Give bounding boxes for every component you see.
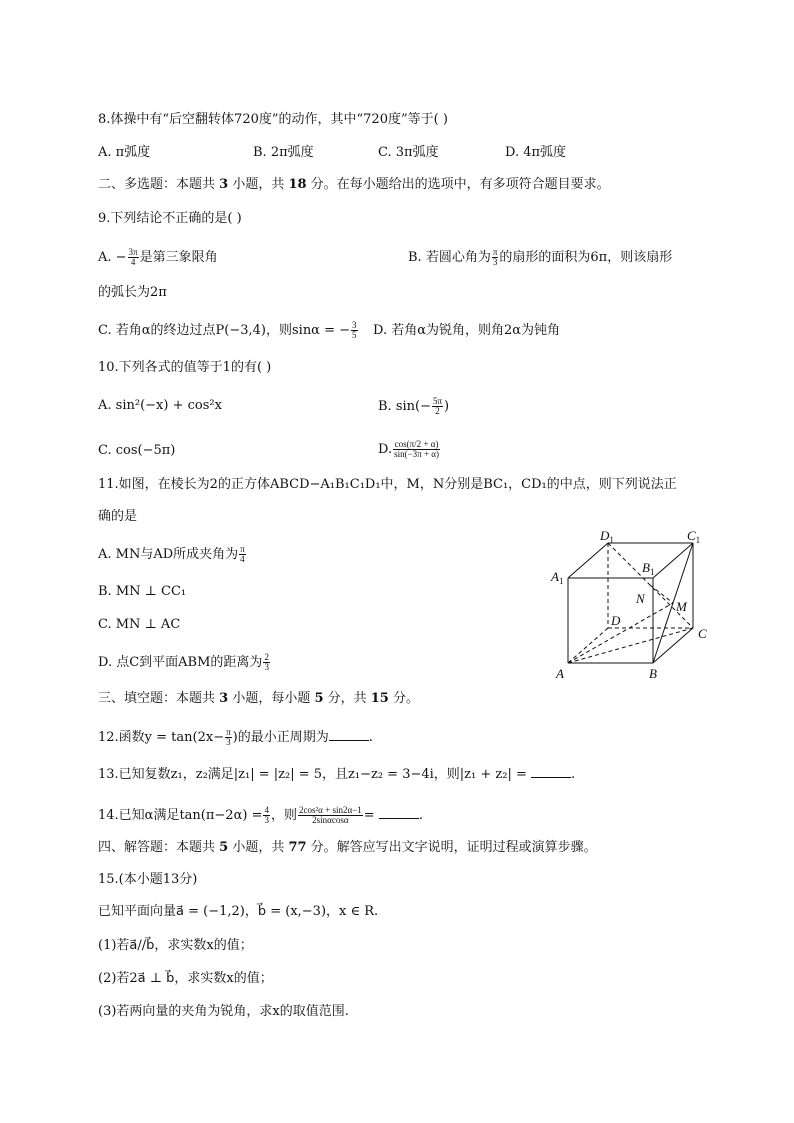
- answer-blank: [379, 806, 419, 819]
- fraction: $\frac{\pi}{3}$: [226, 727, 231, 747]
- segment-a-c: [568, 628, 693, 663]
- label-c1: $C_1$: [687, 528, 701, 545]
- edge-a1-d1: [568, 543, 608, 578]
- q10-stem: 10.下列各式的值等于1的有( ): [98, 360, 272, 375]
- q8-option-a: A. π弧度: [98, 145, 151, 160]
- q9-stem: 9.下列结论不正确的是( ): [98, 211, 242, 226]
- q8-stem: 8.体操中有“后空翻转体720度”的动作，其中“720度”等于( ): [98, 112, 448, 127]
- q15-part-3: (3)若两向量的夹角为锐角，求x的取值范围.: [98, 1004, 349, 1019]
- fraction: $\frac{\text{2cos²α + sin2α−1}}{2\sin\alpha\cos\alpha}$: [298, 805, 362, 825]
- fraction: $\frac{\pi}{4}$: [240, 544, 245, 564]
- q9-option-b-continued: 的弧长为2π: [98, 285, 167, 300]
- q8-option-c: C. 3π弧度: [378, 145, 439, 160]
- section-2-heading: 二、多选题：本题共 3 小题，共 18 分。在每小题给出的选项中，有多项符合题目要求。: [98, 177, 610, 192]
- answer-blank: [531, 765, 571, 778]
- label-d1: $D_1$: [600, 528, 614, 545]
- q15-title: 15.(本小题13分): [98, 872, 198, 887]
- label-d: D: [611, 613, 621, 628]
- q9-option-b: B. 若圆心角为 $\frac{\pi}{3}$ 的扇形的面积为6π，则该扇形: [408, 247, 673, 267]
- fraction: $\frac{5\pi}{2}$: [432, 396, 443, 416]
- q11-option-c: C. MN ⊥ AC: [98, 617, 181, 632]
- q11-stem-line2: 确的是: [98, 509, 138, 524]
- q8-option-b: B. 2π弧度: [253, 145, 314, 160]
- q9-option-d: D. 若角α为锐角，则角2α为钝角: [373, 323, 561, 338]
- label-a: A: [556, 666, 564, 681]
- edge-d-a: [568, 628, 608, 663]
- label-b: B: [649, 666, 657, 681]
- q11-option-a: A. MN与AD所成夹角为 $\frac{\pi}{4}$: [98, 544, 245, 564]
- q10-option-c: C. cos(−5π): [98, 443, 176, 458]
- q12: 12.函数y = tan(2x− $\frac{\pi}{3}$ )的最小正周期为 .: [98, 727, 373, 747]
- label-b1: $B_1$: [642, 560, 655, 577]
- fraction: $\frac{\cos(\pi/2 + \alpha)}{\sin(-3\pi + \alpha)}$: [394, 439, 440, 459]
- q14: 14.已知α满足tan(π−2α) = $\frac{4}{3}$ ，则 $\frac{\text{2cos²α + sin2α−1}}{2\sin\alpha\cos\alpha}$ = .: [98, 805, 423, 825]
- q11-option-d: D. 点C到平面ABM的距离为 $\frac{2}{3}$: [98, 652, 269, 672]
- q9-option-c: C. 若角α的终边过点P(−3,4)，则sinα = − $\frac{3}{5}$: [98, 320, 357, 340]
- fraction: $\frac{2}{3}$: [264, 652, 269, 672]
- section-3-heading: 三、填空题：本题共 3 小题，每小题 5 分，共 15 分。: [98, 691, 419, 706]
- q10-option-d: D. $\frac{\cos(\pi/2 + \alpha)}{\sin(-3\pi + \alpha)}$: [378, 439, 440, 459]
- fraction: $\frac{4}{3}$: [264, 805, 269, 825]
- q10-option-a: A. sin²(−x) + cos²x: [98, 398, 222, 413]
- cube-figure: [548, 528, 718, 688]
- label-c: C: [698, 626, 707, 641]
- q15-part-2: (2)若2a⃗ ⊥ b⃗，求实数x的值；: [98, 971, 273, 986]
- fraction: $\frac{\pi}{3}$: [492, 247, 498, 267]
- answer-blank: [329, 728, 369, 741]
- label-m: M: [676, 599, 687, 614]
- q11-option-b: B. MN ⊥ CC₁: [98, 584, 187, 599]
- fraction: $\frac{3}{5}$: [352, 320, 357, 340]
- q10-option-b: B. sin(− $\frac{5\pi}{2}$ ): [378, 396, 450, 416]
- segment-a-m: [568, 603, 673, 663]
- q15-given: 已知平面向量a⃗ = (−1,2)，b⃗ = (x,−3)，x ∈ R.: [98, 904, 379, 919]
- q8-option-d: D. 4π弧度: [505, 145, 567, 160]
- label-n: N: [636, 591, 645, 606]
- q9-option-a: A. − $\frac{3\pi}{4}$ 是第三象限角: [98, 247, 218, 267]
- section-4-heading: 四、解答题：本题共 5 小题，共 77 分。解答应写出文字说明，证明过程或演算步骤。: [98, 840, 597, 855]
- q11-stem-line1: 11.如图，在棱长为2的正方体ABCD−A₁B₁C₁D₁中，M，N分别是BC₁，CD₁的中点，则下列说法正: [98, 477, 677, 492]
- fraction: $\frac{3\pi}{4}$: [128, 247, 138, 267]
- label-a1: $A_1$: [551, 569, 564, 586]
- q15-part-1: (1)若a⃗//b⃗，求实数x的值；: [98, 938, 253, 953]
- q13: 13.已知复数z₁，z₂满足|z₁| = |z₂| = 5，且z₁−z₂ = 3−4i，则|z₁ + z₂| = .: [98, 767, 576, 782]
